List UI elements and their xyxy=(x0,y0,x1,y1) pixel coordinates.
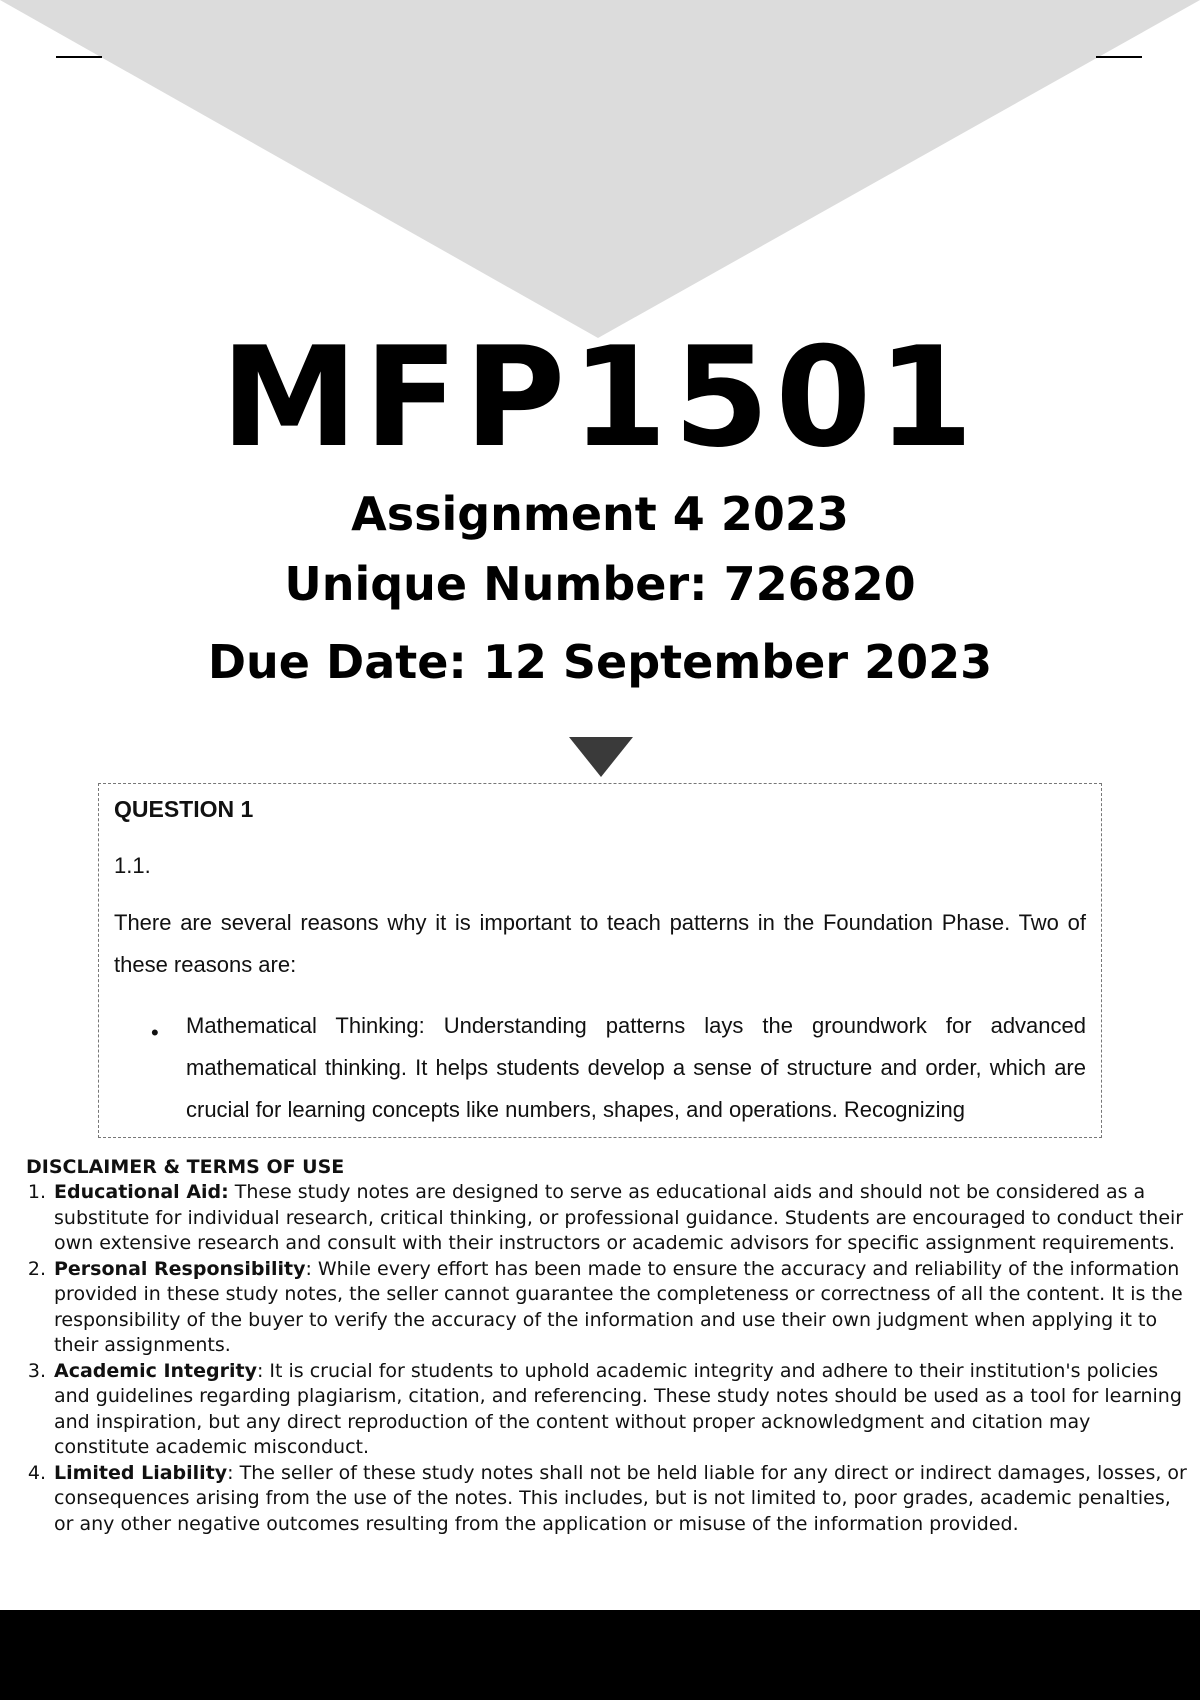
chevron-shape xyxy=(0,0,1200,338)
question-preview-box xyxy=(98,783,1102,1138)
disclaimer-item xyxy=(18,1257,1188,1359)
question-intro: There are several reasons why it is important to teach patterns in the Foundation Phase. Two of these reasons are: xyxy=(114,910,1086,977)
disclaimer-item-text: These study notes are designed to serve as educational aids and should not be considered as a substitute for individual research, critical thinking, or professional guidance. Students are encouraged to conduct their own extensive research and consult with their instructors or academic advisors for specific assignment requirements. xyxy=(54,1181,1184,1254)
disclaimer-item-heading: Academic Integrity xyxy=(54,1359,257,1382)
disclaimer-item xyxy=(18,1359,1188,1461)
unique-number-value: 726820 xyxy=(723,557,916,611)
disclaimer-item-number: 2. xyxy=(27,1257,46,1280)
course-code-title: MFP1501 xyxy=(220,317,980,478)
bullet-icon: • xyxy=(151,1020,159,1045)
unique-number-line xyxy=(0,556,1200,612)
disclaimer-item-text: : It is crucial for students to uphold academic integrity and adhere to their institution's policies and guidelines regarding plagiarism, citation, and referencing. These study notes should be used as a tool for learning and inspiration, but any direct reproduction of the content without proper acknowledgment and citation may constitute academic misconduct. xyxy=(54,1359,1182,1458)
corner-rule-left xyxy=(56,56,102,58)
question-title: QUESTION 1 xyxy=(114,796,254,822)
footer-bar xyxy=(0,1610,1200,1700)
disclaimer-item-text: : The seller of these study notes shall not be held liable for any direct or indirect damages, losses, or consequences arising from the use of the notes. This includes, but is not limited to, poor grades, academic penalties, or any other negative outcomes resulting from the application or misuse of the information provided. xyxy=(54,1461,1187,1535)
disclaimer-item-heading: Educational Aid: xyxy=(54,1181,229,1203)
decorative-chevron-banner xyxy=(0,0,1200,340)
disclaimer-item-heading: Personal Responsibility xyxy=(54,1257,306,1280)
unique-number-label: Unique Number: xyxy=(284,557,708,611)
down-arrow-icon xyxy=(569,737,633,777)
due-date: Due Date: 12 September 2023 xyxy=(207,635,993,689)
disclaimer-item-text: : While every effort has been made to ensure the accuracy and reliability of the information provided in these study notes, the seller cannot guarantee the completeness or correctness of all the content. It is the responsibility of the buyer to verify the accuracy of the information and use their own judgment when applying it to their assignments. xyxy=(54,1257,1183,1356)
disclaimer-item-number: 3. xyxy=(27,1359,46,1382)
assignment-title: Assignment 4 2023 xyxy=(351,487,849,541)
corner-rule-right xyxy=(1096,56,1142,58)
disclaimer-item-number: 1. xyxy=(27,1181,46,1203)
disclaimer-title: DISCLAIMER & TERMS OF USE xyxy=(26,1156,345,1178)
disclaimer-section xyxy=(18,1154,1188,1537)
disclaimer-item-heading: Limited Liability xyxy=(54,1461,228,1484)
question-bullet-text: Mathematical Thinking: Understanding patterns lays the groundwork for advanced mathematical thinking. It helps students develop a sense of structure and order, which are crucial for learning concepts like numbers, shapes, and operations. Recognizing xyxy=(186,1013,1086,1122)
disclaimer-item-number: 4. xyxy=(27,1461,46,1484)
disclaimer-item xyxy=(18,1461,1188,1538)
question-number: 1.1. xyxy=(114,853,151,878)
disclaimer-item xyxy=(18,1180,1188,1257)
